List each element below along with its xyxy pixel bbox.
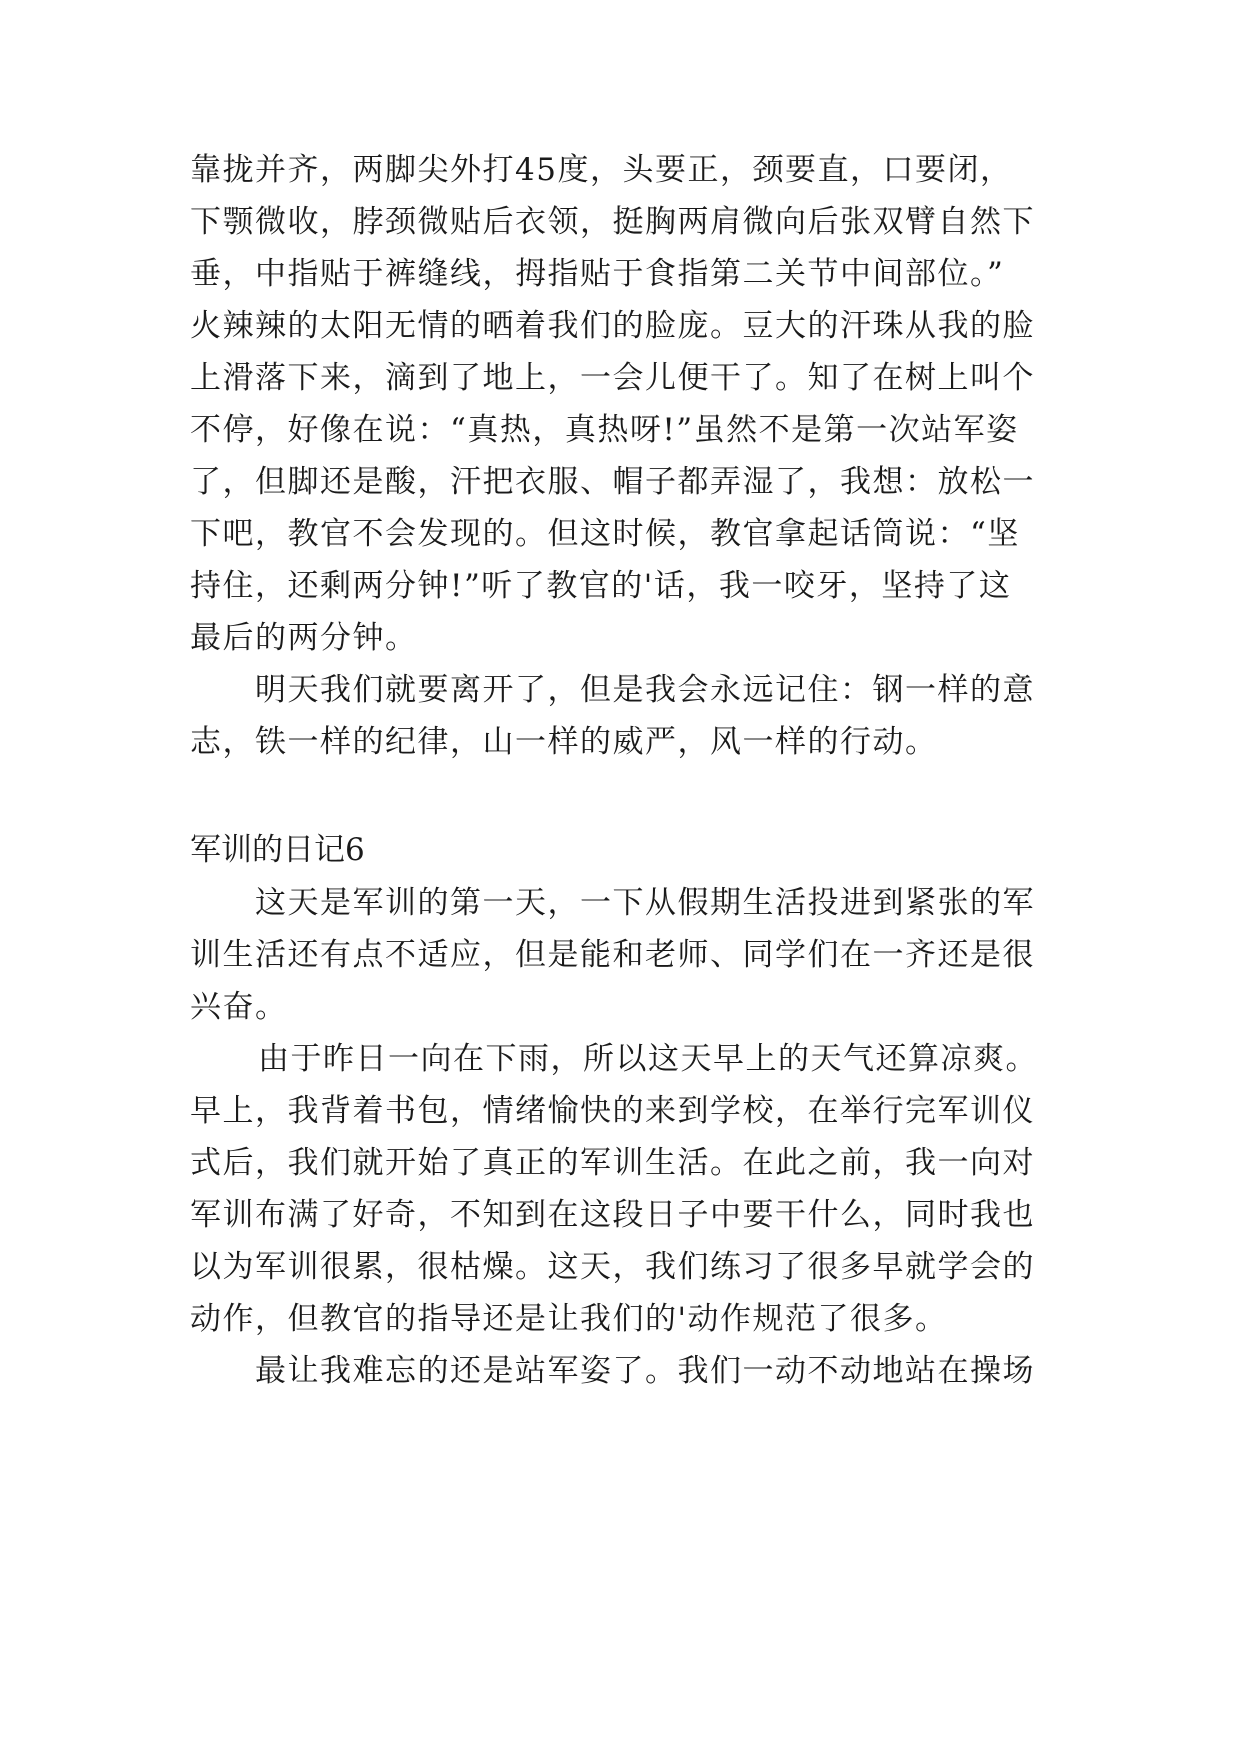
text-line: 式后，我们就开始了真正的军训生活。在此之前，我一向对 <box>190 1145 1035 1181</box>
text-line: 持住，还剩两分钟!”听了教官的'话，我一咬牙，坚持了这 <box>190 568 1012 604</box>
text-line: 下吧，教官不会发现的。但这时候，教官拿起话筒说：“坚 <box>190 516 1020 552</box>
section-title: 军训的日记6 <box>190 832 365 868</box>
paragraph-line: 明天我们就要离开了，但是我会永远记住：钢一样的意 <box>255 672 1035 708</box>
text-line: 早上，我背着书包，情绪愉快的来到学校，在举行完军训仪 <box>190 1093 1035 1129</box>
text-line: 靠拢并齐，两脚尖外打45度，头要正，颈要直，口要闭， <box>190 152 1013 188</box>
text-line: 兴奋。 <box>190 989 288 1025</box>
text-line: 了，但脚还是酸，汗把衣服、帽子都弄湿了，我想：放松一 <box>190 464 1035 500</box>
text-line: 动作，但教官的指导还是让我们的'动作规范了很多。 <box>190 1301 948 1337</box>
text-line: 上滑落下来，滴到了地上，一会儿便干了。知了在树上叫个 <box>190 360 1035 396</box>
text-line: 训生活还有点不适应，但是能和老师、同学们在一齐还是很 <box>190 937 1035 973</box>
text-line: 最后的两分钟。 <box>190 620 418 656</box>
paragraph-line: 这天是军训的第一天，一下从假期生活投进到紧张的军 <box>255 885 1035 921</box>
paragraph-line: 由于昨日一向在下雨，所以这天早上的天气还算凉爽。 <box>258 1041 1038 1077</box>
text-line: 不停，好像在说：“真热，真热呀!”虽然不是第一次站军姿 <box>190 412 1019 448</box>
text-line: 垂，中指贴于裤缝线，拇指贴于食指第二关节中间部位。” <box>190 256 1005 292</box>
text-line: 火辣辣的太阳无情的晒着我们的脸庞。豆大的汗珠从我的脸 <box>190 308 1035 344</box>
text-line: 以为军训很累，很枯燥。这天，我们练习了很多早就学会的 <box>190 1249 1035 1285</box>
text-line: 下颚微收，脖颈微贴后衣领，挺胸两肩微向后张双臂自然下 <box>190 204 1035 240</box>
text-line: 志，铁一样的纪律，山一样的威严，风一样的行动。 <box>190 724 938 760</box>
text-line: 军训布满了好奇，不知到在这段日子中要干什么，同时我也 <box>190 1197 1035 1233</box>
paragraph-line: 最让我难忘的还是站军姿了。我们一动不动地站在操场 <box>255 1353 1035 1389</box>
